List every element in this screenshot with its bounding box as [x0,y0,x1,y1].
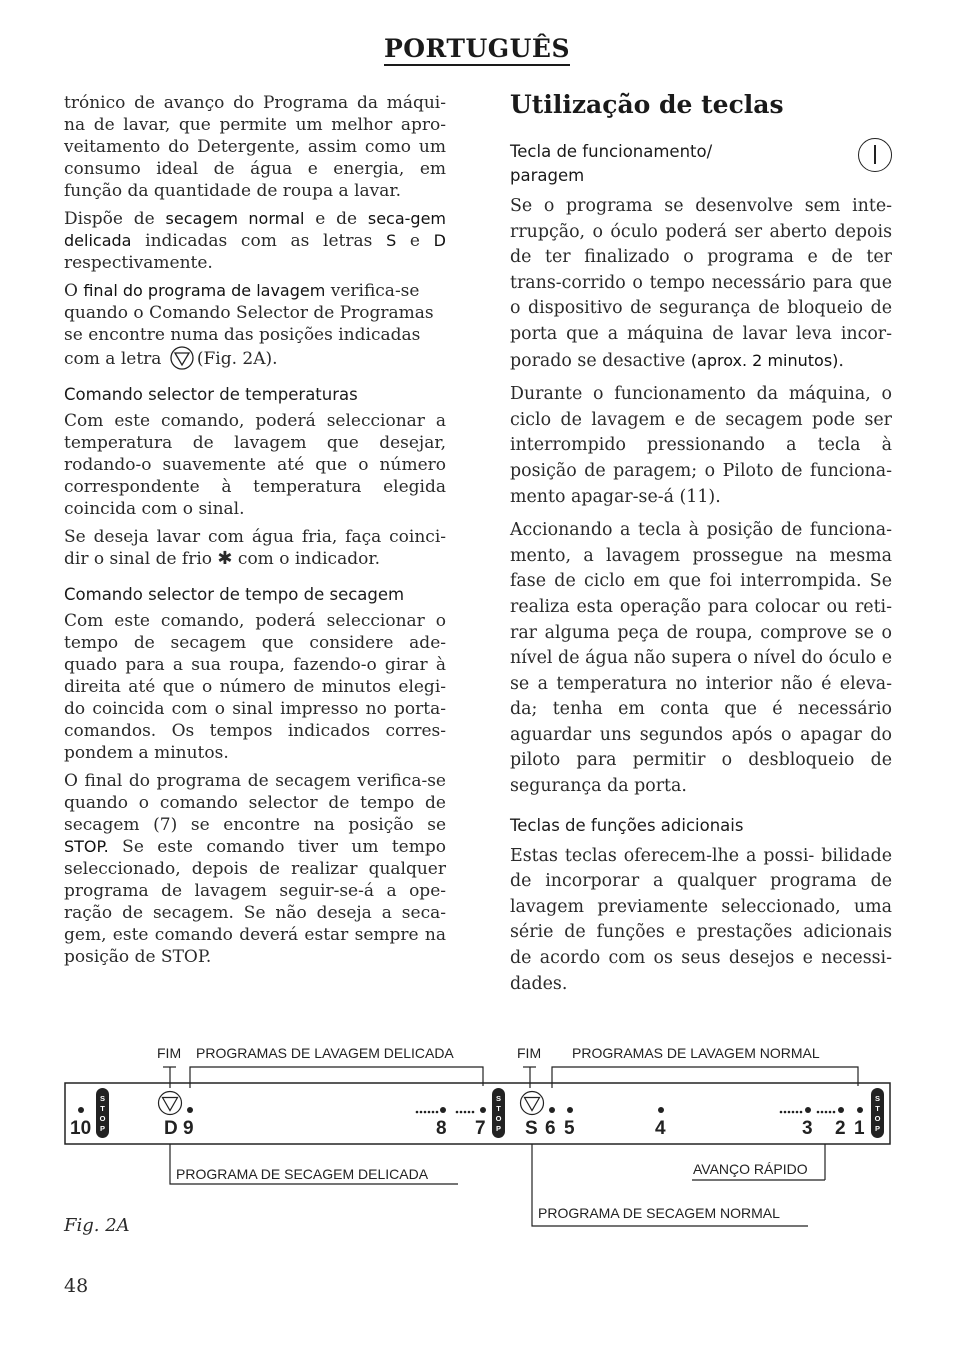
svg-text:S: S [495,1094,502,1103]
position-2: 2 [835,1118,846,1139]
position-d: D [164,1118,178,1139]
paragraph: Se deseja lavar com água fria, faça coinci-dir o sinal de frio ✱ com o indicador. [64,527,446,569]
stop-marker-middle [492,1088,505,1138]
fim-label-normal: FIM [517,1045,542,1061]
stop-marker-left [96,1088,109,1138]
position-s: S [525,1118,538,1139]
svg-text:O: O [874,1114,881,1123]
paragraph: O final do programa de secagem verifica-se quando o comando selector de tempo de secagem (7) se encontre na posição se STOP. Se este comando tiver um tempo seleccionado, depois de realizar qualquer programa de lavagem seguir-se-á a ope-ração de secagem. Se não deseja a seca-gem, este comando deverá estar sempre na posição de STOP. [64,771,446,967]
program-selector-diagram [0,1030,954,1230]
position-9: 9 [183,1118,194,1139]
stop-marker-right [871,1088,884,1138]
svg-text:S: S [874,1094,881,1103]
svg-text:P: P [874,1124,881,1133]
paragraph: Dispõe de secagem normal e de seca-gem delicada indicadas com as letras S e D respectivamente. [64,209,447,273]
paragraph: Com este comando, poderá seleccionar o tempo de secagem que considere ade-quado para a sua roupa, fazendo-o girar à direita até que o número de minutos elegi-do coincida com o sinal impresso no porta-comandos. Os tempos indicados corres-pondem a minutos. [64,611,446,763]
subheading-on-off: Tecla de funcionamento/ paragem [510,142,713,185]
subheading-additional-functions: Teclas de funções adicionais [510,815,744,835]
paragraph: Com este comando, poderá seleccionar a temperatura de lavagem que desejar, rodando-o suavemente até que o número correspondente à temperatura elegida coincida com o sinal. [64,411,446,519]
power-switch-icon [858,138,892,172]
delicate-dry-label: PROGRAMA DE SECAGEM DELICADA [176,1166,429,1182]
left-column [64,92,446,974]
end-triangle-icon [169,346,195,370]
svg-text:S: S [99,1094,106,1103]
paragraph: O final do programa de lavagem verifica-se quando o Comando Selector de Programas se encontre numa das posições indicadas com a letra (Fig. 2A). [64,281,434,369]
position-5: 5 [564,1118,575,1139]
figure-caption: Fig. 2A [64,1215,130,1236]
position-6: 6 [545,1118,556,1139]
normal-wash-label: PROGRAMAS DE LAVAGEM NORMAL [572,1045,820,1061]
svg-text:P: P [99,1124,106,1133]
cold-star-icon: ✱ [217,548,233,569]
language-header [0,34,954,63]
position-10: 10 [70,1118,92,1139]
fim-label-delicate: FIM [157,1045,182,1061]
paragraph: Se o programa se desenvolve sem inte-rrupção, o óculo poderá ser aberto depois de ter finalizado o programa e de ter trans-corrido o tempo necessário para que o dispositivo de segurança de bloqueio de porta que a máquina de lavar leva incor-porado se desactive (aprox. 2 minutos). [510,196,892,371]
position-1: 1 [854,1118,865,1139]
position-7: 7 [475,1118,486,1139]
end-triangle-icon [521,1092,544,1115]
position-8: 8 [436,1118,447,1139]
svg-text:P: P [495,1124,502,1133]
section-title: Utilização de teclas [510,90,784,119]
right-column [510,90,892,1005]
svg-text:O: O [99,1114,106,1123]
subheading-temperature: Comando selector de temperaturas [64,385,358,404]
paragraph: Estas teclas oferecem-lhe a possi- bilidade de incorporar a qualquer programa de lavagem previamente seleccionado, uma série de funções e prestações adicionais de acordo com os seus desejos e necessi-dades. [510,845,892,994]
svg-text:T: T [496,1104,501,1113]
position-3: 3 [802,1118,813,1139]
page-number: 48 [64,1275,89,1297]
normal-dry-label: PROGRAMA DE SECAGEM NORMAL [538,1205,780,1221]
svg-text:T: T [875,1104,880,1113]
subheading-drying-time: Comando selector de tempo de secagem [64,585,405,604]
svg-text:T: T [100,1104,105,1113]
paragraph: Durante o funcionamento da máquina, o ciclo de lavagem e de secagem pode ser interrompido pressionando a tecla à posição de paragem; o Piloto de funciona-mento apagar-se-á (11). [510,384,892,507]
fast-advance-label: AVANÇO RÁPIDO [693,1161,808,1177]
position-4: 4 [655,1118,666,1139]
svg-text:O: O [495,1114,502,1123]
switch-heading-row [510,140,892,188]
paragraph: trónico de avanço do Programa da máqui-na de lavar, que permite um melhor apro-veitamento do Detergente, assim como um consumo ideal de água e energia, em função da quantidade de roupa a lavar. [64,93,446,201]
paragraph: Accionando a tecla à posição de funciona-mento, a lavagem prossegue na mesma fase de ciclo em que foi interrompida. Se realiza esta operação para colocar ou reti-rar alguma peça de roupa, comprove se o nível de água não supera o nível do óculo e se a temperatura no interior não é eleva-da; tenha em conta que é necessário aguardar uns segundos após o apagar do piloto para permitir o desbloqueio de segurança da porta. [510,520,892,797]
delicate-wash-label: PROGRAMAS DE LAVAGEM DELICADA [196,1045,454,1061]
end-triangle-icon [159,1092,182,1115]
language-title: PORTUGUÊS [384,34,570,66]
